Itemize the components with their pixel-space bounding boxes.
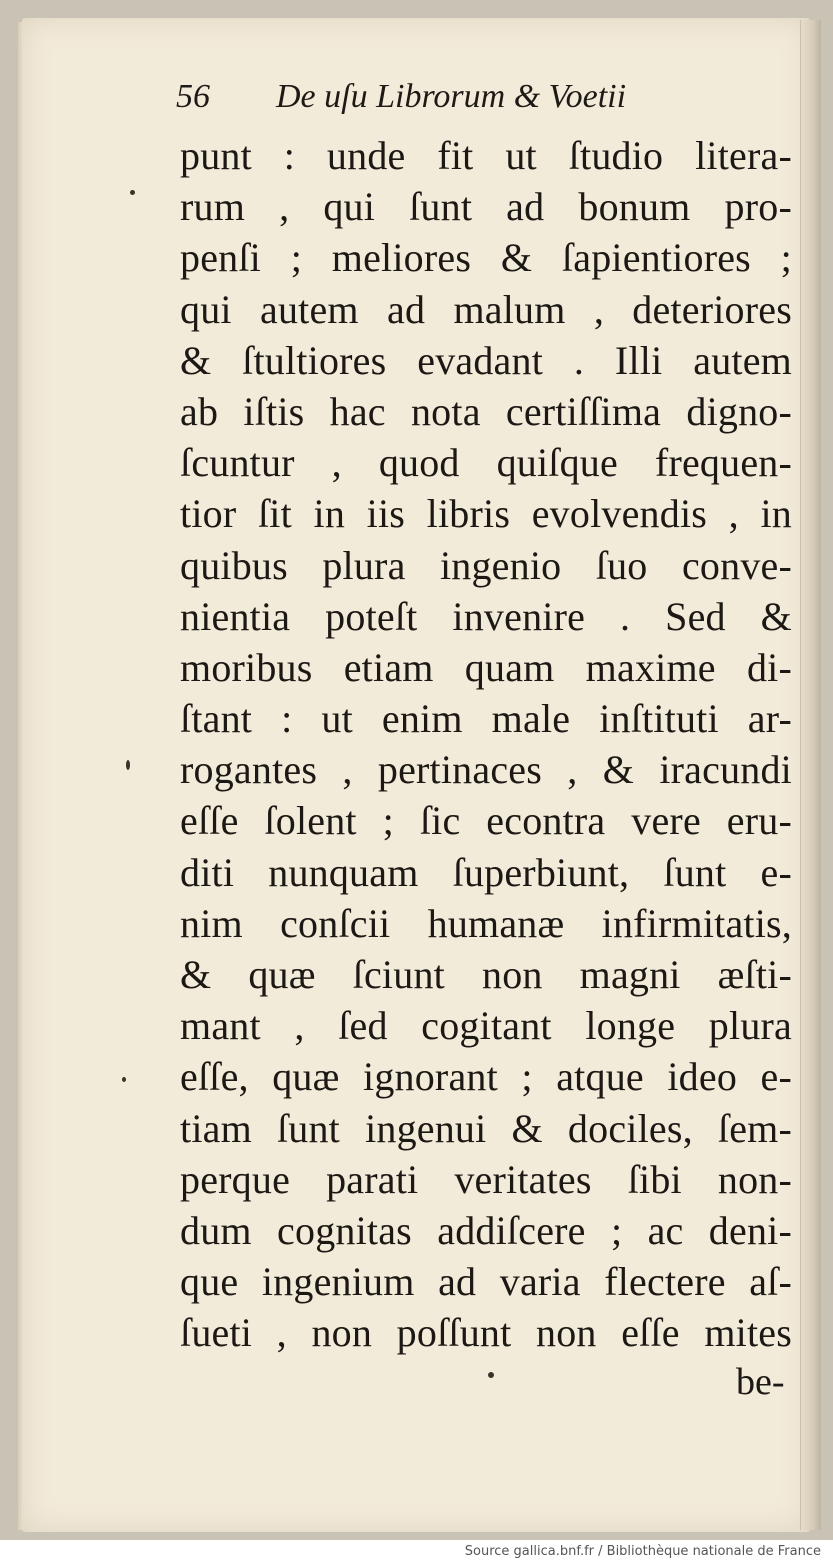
text-line: perque parati veritates ſibi non- [180,1156,792,1202]
footer-bar [0,1540,833,1566]
text-line: & ſtultiores evadant . Illi autem [180,337,792,383]
text-line: punt : unde fit ut ſtudio litera- [180,133,792,178]
text-line: qui autem ad malum , deteriores [180,286,792,332]
text-line: mant , ſed cogitant longe plura [180,1003,792,1049]
text-line: diti nunquam ſuperbiunt, ſunt e- [180,849,792,895]
text-line: nim conſcii humanæ infirmitatis, [180,900,792,946]
ink-speck [126,760,130,770]
text-line: & quæ ſciunt non magni æſti- [180,952,792,997]
text-line: eſſe ſolent ; ſic econtra vere eru- [180,798,792,844]
ink-speck [130,190,135,195]
text-line: eſſe, quæ ignorant ; atque ideo e- [180,1054,792,1100]
text-line: moribus etiam quam maxime di- [180,644,792,690]
text-line: ſtant : ut enim male inſtituti ar- [180,696,792,742]
text-line: rum , qui ſunt ad bonum pro- [180,184,792,230]
text-line: penſi ; meliores & ſapientiores ; [180,235,792,281]
text-line: quibus plura ingenio ſuo conve- [180,542,792,588]
text-line: ſueti , non poſſunt non eſſe mites [180,1310,792,1356]
catchword: be- [736,1361,785,1403]
text-line: nientia poteſt invenire . Sed & [180,593,792,639]
text-line: ſcuntur , quod quiſque frequen- [180,440,792,486]
text-line: que ingenium ad varia flectere aſ- [180,1259,792,1305]
ink-speck [122,1077,126,1082]
running-title: De uſu Librorum & Voetii [276,78,627,115]
text-line: rogantes , pertinaces , & iracundi [180,747,792,793]
source-credit: Source gallica.bnf.fr / Bibliothèque nationale de France [464,1544,821,1559]
page-number: 56 [176,78,210,115]
page-right-edge [800,20,821,1530]
text-line: tior ſit in iis libris evolvendis , in [180,491,792,537]
text-line: tiam ſunt ingenui & dociles, ſem- [180,1105,792,1151]
text-line: ab iſtis hac nota certiſſima digno- [180,388,792,434]
running-head [176,78,796,116]
body-text [180,130,792,1359]
text-line: dum cognitas addiſcere ; ac deni- [180,1207,792,1253]
ink-speck [488,1372,494,1378]
